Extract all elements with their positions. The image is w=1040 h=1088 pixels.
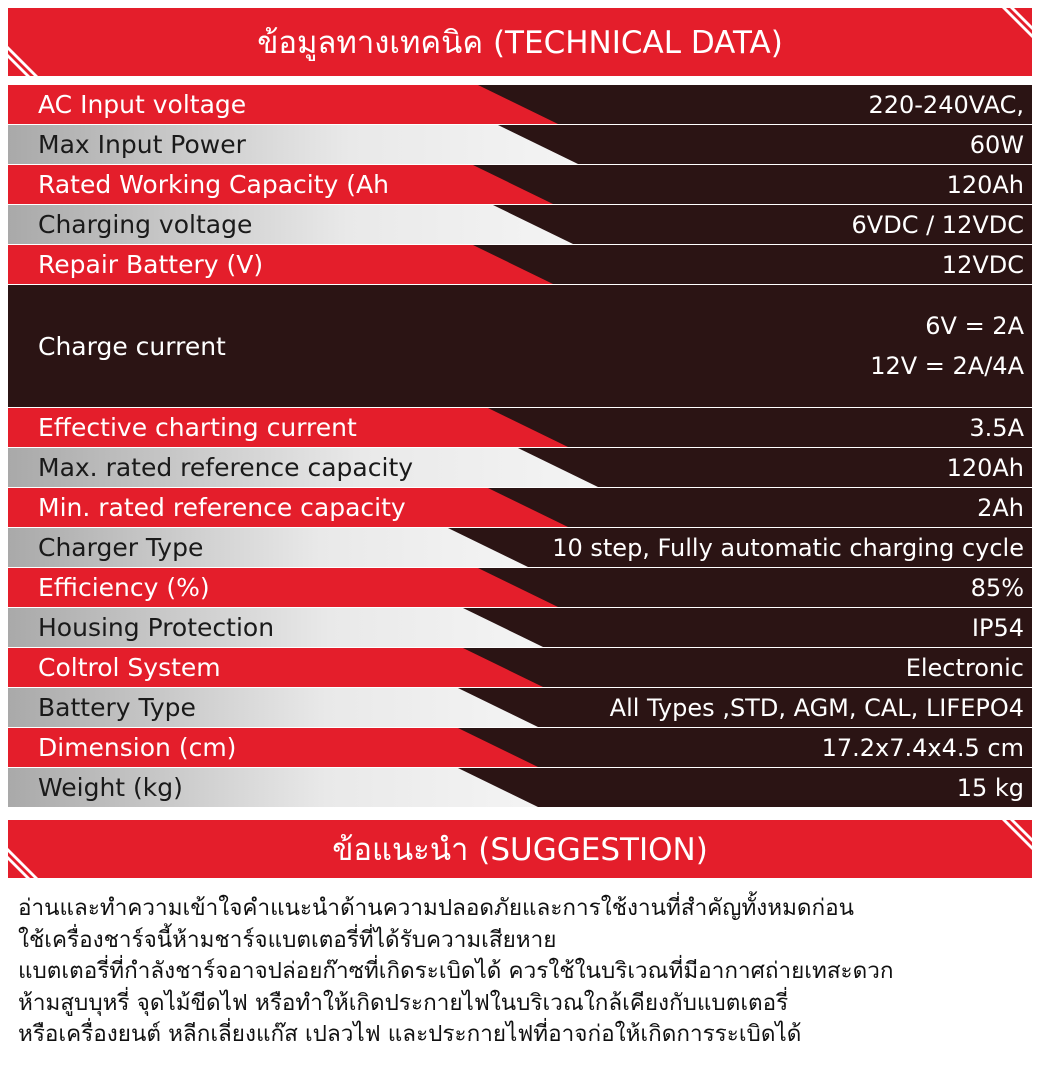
spec-row [8,568,1032,608]
spec-value [822,728,1024,767]
corner-stripe-icon [8,844,42,878]
spec-label: Coltrol System [38,653,221,682]
spec-value [969,408,1024,447]
spec-row [8,85,1032,125]
suggestion-line: หรือเครื่องยนต์ หลีกเลี่ยงแก๊ส เปลวไฟ และประกายไฟที่อาจก่อให้เกิดการระเบิดได้ [18,1021,802,1047]
spec-value-line: 120Ah [946,453,1024,482]
spec-value-line: 3.5A [969,413,1024,442]
spec-row [8,285,1032,408]
spec-label: Weight (kg) [38,773,183,802]
technical-data-header [8,8,1032,76]
spec-value [972,608,1024,647]
spec-value-line: 60W [969,130,1024,159]
spec-value [977,488,1024,527]
spec-row [8,205,1032,245]
spec-label: Housing Protection [38,613,275,642]
spec-row [8,125,1032,165]
spec-value [957,768,1024,807]
spec-value [947,165,1024,204]
spec-value-line: Electronic [905,653,1024,682]
corner-stripe-icon [998,820,1032,854]
spec-value [906,648,1024,687]
suggestion-title: ข้อแนะนำ (SUGGESTION) [332,832,708,868]
suggestion-line: ห้ามสูบบุหรี่ จุดไม้ขีดไฟ หรือทำให้เกิดประกายไฟในบริเวณใกล้เคียงกับแบตเตอรี่ [18,989,789,1016]
spec-row [8,408,1032,448]
spec-row [8,245,1032,285]
spec-label: Max. rated reference capacity [38,453,414,482]
suggestion-line: อ่านและทำความเข้าใจคำแนะนำด้านความปลอดภัยและการใช้งานที่สำคัญทั้งหมดก่อน [18,895,855,921]
spec-row [8,648,1032,688]
spec-label: Max Input Power [38,130,246,159]
spec-value [552,528,1024,567]
spec-value-line: 220-240VAC, [868,90,1024,119]
spec-value-line: IP54 [971,613,1024,642]
spec-row [8,728,1032,768]
spec-label: Charging voltage [38,210,253,239]
spec-value-line: 10 step, Fully automatic charging cycle [552,533,1024,562]
spec-label: Dimension (cm) [38,733,237,762]
spec-value-line: 12V = 2A/4A [870,352,1024,380]
spec-label: Effective charting current [38,413,357,442]
spec-value-line: 6V = 2A [925,312,1024,340]
spec-value-line: 6VDC / 12VDC [851,210,1024,239]
suggestion-line: แบตเตอรี่ที่กำลังชาร์จอาจปล่อยก๊าซที่เกิดระเบิดได้ ควรใช้ในบริเวณที่มีอากาศถ่ายเทสะดวก [18,958,894,984]
spec-value [970,125,1024,164]
spec-row [8,448,1032,488]
technical-data-title: ข้อมูลทางเทคนิค (TECHNICAL DATA) [257,25,783,61]
spec-value [947,448,1024,487]
suggestion-header [8,820,1032,878]
suggestion-line: ใช้เครื่องชาร์จนี้ห้ามชาร์จแบตเตอรี่ที่ได้รับความเสียหาย [18,926,557,953]
spec-row [8,768,1032,808]
spec-value [971,568,1024,607]
spec-value [852,205,1024,244]
spec-label: Battery Type [38,693,196,722]
corner-stripe-icon [8,42,42,76]
spec-value-line: 2Ah [977,493,1024,522]
spec-row [8,608,1032,648]
spec-value [868,85,1024,124]
spec-label: AC Input voltage [38,90,247,119]
spec-label: Repair Battery (V) [38,250,264,279]
spec-label: Charger Type [38,533,204,562]
spec-value [610,688,1024,727]
spec-row [8,688,1032,728]
spec-label: Efficiency (%) [38,573,210,602]
spec-row [8,165,1032,205]
spec-row [8,528,1032,568]
suggestion-text [18,893,1032,1051]
spec-value-line: 12VDC [941,250,1024,279]
spec-label: Rated Working Capacity (Ah [38,170,389,199]
spec-value-line: 15 kg [956,773,1024,802]
spec-value-line: 17.2x7.4x4.5 cm [821,733,1024,762]
corner-stripe-icon [998,8,1032,42]
spec-label: Charge current [38,331,226,361]
spec-value-line: All Types ,STD, AGM, CAL, LIFEPO4 [609,693,1024,722]
spec-row [8,488,1032,528]
spec-value-line: 85% [970,573,1024,602]
spec-label: Min. rated reference capacity [38,493,406,522]
spec-value [942,245,1024,284]
specs-table [8,85,1032,808]
spec-value-line: 120Ah [946,170,1024,199]
spec-value [870,285,1024,407]
